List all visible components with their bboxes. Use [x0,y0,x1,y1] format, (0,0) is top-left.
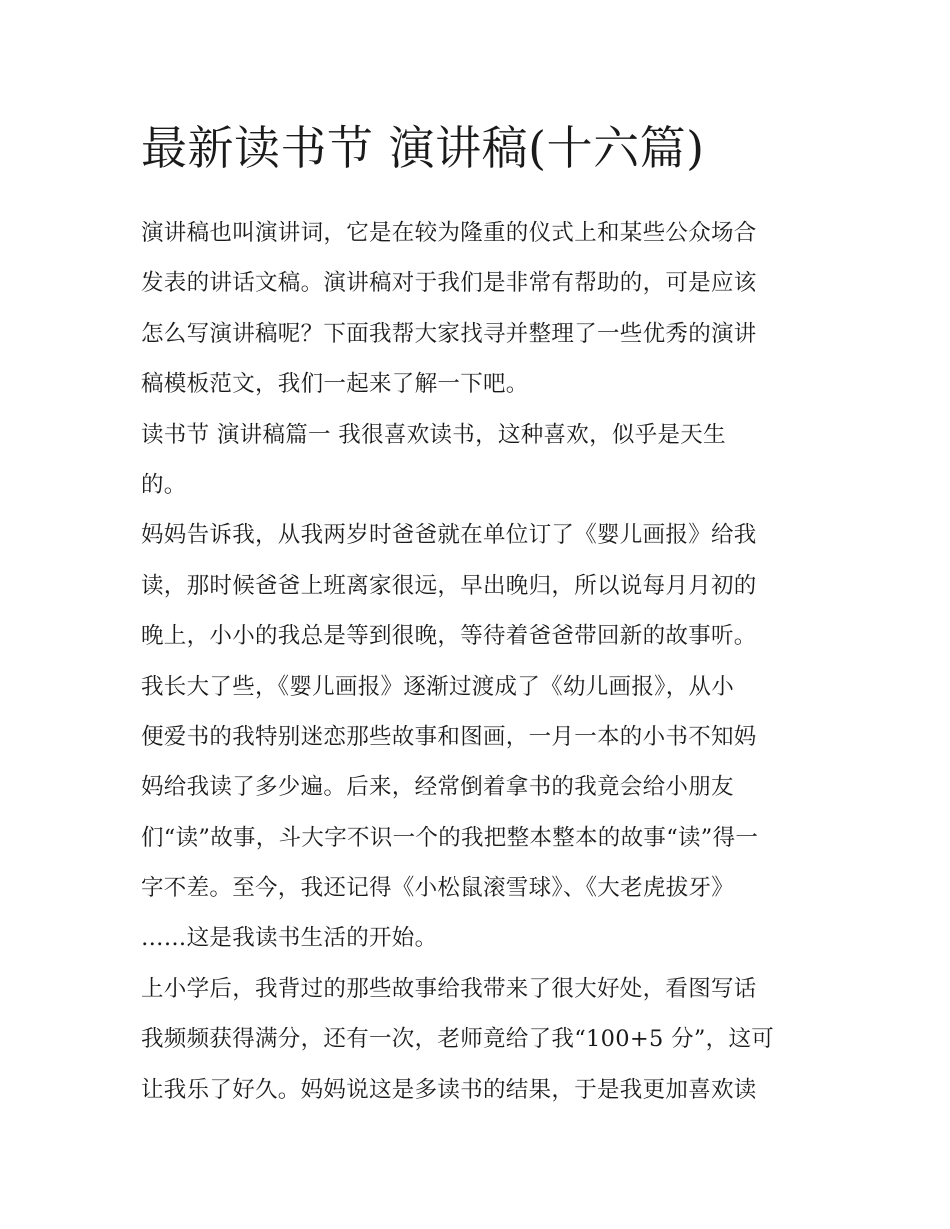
text-line: 上小学后，我背过的那些故事给我带来了很大好处，看图写话 [141,975,757,1002]
text-line: 妈妈告诉我，从我两岁时爸爸就在单位订了《婴儿画报》给我 [141,522,757,549]
text-line: 让我乐了好久。妈妈说这是多读书的结果，于是我更加喜欢读 [141,1076,757,1103]
paragraph-primary-school [141,964,821,1115]
document-content [141,116,821,1115]
text-line: 发表的讲话文稿。演讲稿对于我们是非常有帮助的，可是应该 [141,270,757,297]
text-line: 晚上，小小的我总是等到很晚，等待着爸爸带回新的故事听。 [141,623,757,650]
text-line: 妈给我读了多少遍。后来，经常倒着拿书的我竟会给小朋友 [141,774,734,801]
text-line: 演讲稿也叫演讲词，它是在较为隆重的仪式上和某些公众场合 [141,220,757,246]
text-line: 稿模板范文，我们一起来了解一下吧。 [141,371,529,398]
text-line: 读，那时候爸爸上班离家很远，早出晚归，所以说每月月初的 [141,572,757,599]
text-line: 们“读”故事，斗大字不识一个的我把整本整本的故事“读”得一 [141,824,759,851]
document-title: 最新读书节 演讲稿(十六篇) [141,121,705,175]
paragraph-childhood [141,510,821,964]
document-body [141,208,821,1115]
paragraph-section-heading [141,410,821,511]
text-line: 的。 [141,471,187,498]
text-line: 怎么写演讲稿呢？下面我帮大家找寻并整理了一些优秀的演讲 [141,320,757,347]
text-line: 读书节 演讲稿篇一 我很喜欢读书，这种喜欢，似乎是天生 [141,421,726,448]
text-line: ……这是我读书生活的开始。 [141,925,438,952]
text-line: 字不差。至今，我还记得《小松鼠滚雪球》、《大老虎拔牙》 [141,875,735,902]
text-line: 便爱书的我特别迷恋那些故事和图画，一月一本的小书不知妈 [141,723,757,750]
paragraph-intro [141,208,821,410]
text-line: 我频频获得满分，还有一次，老师竟给了我“100+5 分”，这可 [141,1026,775,1053]
text-line: 我长大了些，《婴儿画报》逐渐过渡成了《幼儿画报》，从小 [141,673,735,700]
